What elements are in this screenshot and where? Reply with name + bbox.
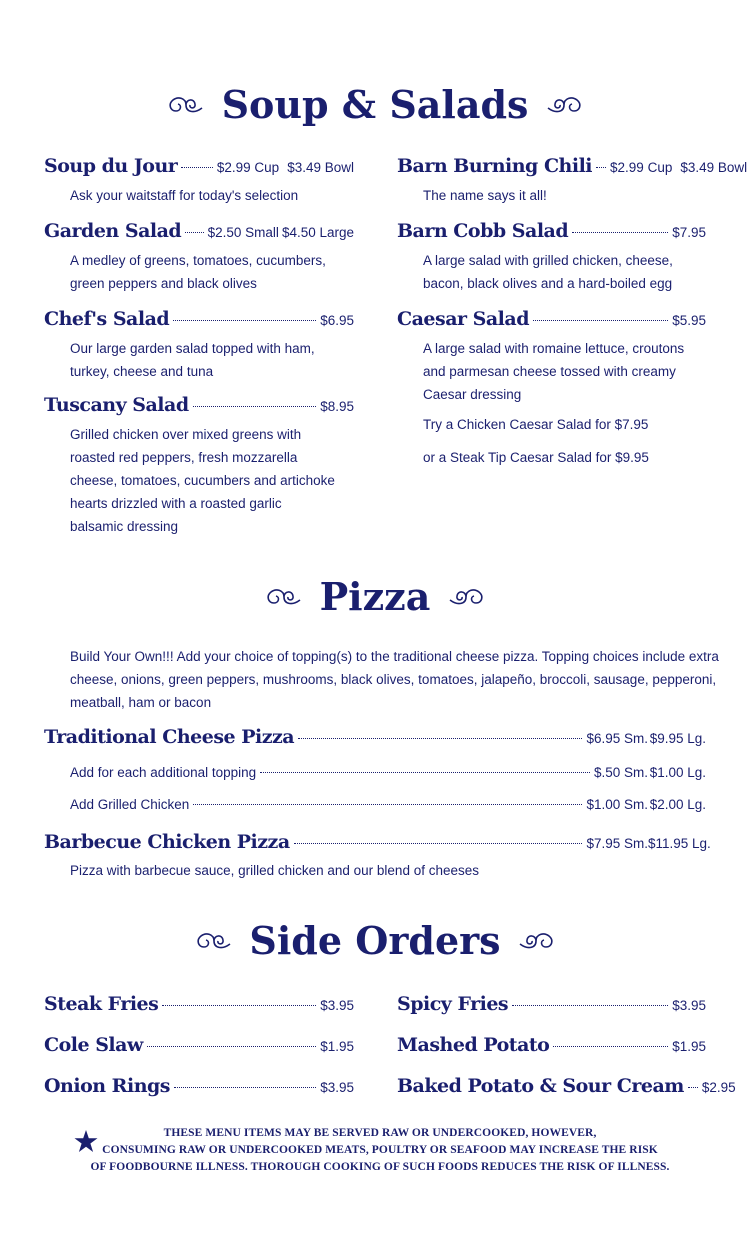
notice-line: THESE MENU ITEMS MAY BE SERVED RAW OR UNDERCOOKED, HOWEVER, [163, 1127, 597, 1139]
desc-line: hearts drizzled with a roasted garlic [70, 496, 282, 511]
item-name: Steak Fries [44, 993, 159, 1015]
menu-item-add-grilled-chicken [70, 797, 706, 812]
dot-leader [688, 1087, 698, 1088]
item-price: $1.95 [320, 1039, 354, 1054]
item-price-alt: $3.49 Bowl [287, 160, 354, 175]
section-title-pizza [0, 570, 750, 619]
caesar-addon-chicken: Try a Chicken Caesar Salad for $7.95 [423, 417, 649, 432]
item-price: $3.95 [672, 998, 706, 1013]
item-name: Mashed Potato [397, 1034, 550, 1056]
desc-line: green peppers and black olives [70, 276, 257, 291]
item-price: $5.95 [672, 313, 706, 328]
item-name: Tuscany Salad [44, 394, 189, 416]
item-description [70, 249, 326, 295]
item-name: Onion Rings [44, 1075, 170, 1097]
item-price: $2.95 [701, 1080, 736, 1095]
item-price-large: $1.00 Lg. [649, 765, 706, 780]
item-name: Chef's Salad [44, 308, 170, 330]
dot-leader [185, 232, 203, 233]
section-title-side-orders [0, 914, 750, 963]
item-name: Cole Slaw [44, 1034, 143, 1056]
item-name: Add for each additional topping [70, 765, 257, 780]
item-price-small: $.50 Sm. [593, 765, 648, 780]
menu-item-tuscany-salad [44, 394, 354, 416]
item-price: $2.99 Cup [216, 160, 280, 175]
caesar-addon-steak: or a Steak Tip Caesar Salad for $9.95 [423, 450, 649, 465]
menu-item-mashed-potato [397, 1034, 706, 1056]
item-price: $3.95 [320, 998, 354, 1013]
dot-leader [260, 772, 590, 773]
dot-leader [298, 738, 582, 739]
item-price: $2.99 Cup [610, 160, 673, 175]
item-price-small: $6.95 Sm. [586, 731, 648, 746]
dot-leader [147, 1046, 316, 1047]
notice-line: CONSUMING RAW OR UNDERCOOKED MEATS, POULTRY OR SEAFOOD MAY INCREASE THE RISK [102, 1144, 658, 1156]
item-price: $2.50 Small [207, 225, 279, 240]
notice-line: OF FOODBOURNE ILLNESS. THOROUGH COOKING OF SUCH FOODS REDUCES THE RISK OF ILLNESS. [90, 1161, 670, 1173]
dot-leader [181, 167, 213, 168]
item-price-small: $7.95 Sm. [586, 836, 648, 851]
page-title: Soup & Salads [221, 82, 529, 127]
health-notice [80, 1125, 680, 1176]
intro-line: cheese, onions, green peppers, mushrooms, black olives, tomatoes, jalapeño, broccoli, sausage, pepperoni, [70, 672, 717, 687]
item-description [70, 184, 298, 207]
menu-item-baked-potato [397, 1075, 736, 1097]
dot-leader [533, 320, 668, 321]
dot-leader [193, 406, 317, 407]
dot-leader [294, 843, 583, 844]
item-description [70, 423, 335, 538]
menu-item-cole-slaw [44, 1034, 354, 1056]
menu-item-traditional-cheese-pizza [44, 726, 706, 748]
item-name: Soup du Jour [44, 155, 178, 177]
swirl-ornament-icon [192, 930, 232, 952]
desc-line: Caesar dressing [423, 387, 522, 402]
desc-line: A large salad with grilled chicken, cheese, [423, 253, 673, 268]
desc-line: Ask your waitstaff for today's selection [70, 188, 299, 203]
item-price-large: $9.95 Lg. [649, 731, 706, 746]
item-description [423, 184, 547, 207]
dot-leader [596, 167, 606, 168]
item-price: $1.95 [672, 1039, 706, 1054]
dot-leader [162, 1005, 316, 1006]
swirl-ornament-icon [448, 586, 488, 608]
desc-line: The name says it all! [423, 188, 547, 203]
desc-line: Grilled chicken over mixed greens with [70, 427, 302, 442]
swirl-ornament-icon [262, 586, 302, 608]
desc-line: cheese, tomatoes, cucumbers and artichoke [70, 473, 335, 488]
swirl-ornament-icon [518, 930, 558, 952]
item-name: Add Grilled Chicken [70, 797, 190, 812]
item-name: Traditional Cheese Pizza [44, 726, 295, 748]
item-name: Garden Salad [44, 220, 182, 242]
item-price: $3.95 [320, 1080, 354, 1095]
menu-item-bbq-chicken-pizza [44, 831, 711, 853]
dot-leader [193, 804, 582, 805]
menu-item-onion-rings [44, 1075, 354, 1097]
pizza-intro [70, 645, 719, 714]
desc-line: turkey, cheese and tuna [70, 364, 214, 379]
menu-item-garden-salad [44, 220, 354, 242]
menu-item-additional-topping [70, 765, 706, 780]
desc-line: roasted red peppers, fresh mozzarella [70, 450, 298, 465]
dot-leader [572, 232, 668, 233]
dot-leader [173, 320, 316, 321]
intro-line: meatball, ham or bacon [70, 695, 212, 710]
menu-item-spicy-fries [397, 993, 706, 1015]
section-heading: Side Orders [249, 918, 501, 963]
swirl-ornament-icon [546, 94, 586, 116]
dot-leader [512, 1005, 668, 1006]
item-name: Baked Potato & Sour Cream [397, 1075, 684, 1097]
desc-line: A large salad with romaine lettuce, croutons [423, 341, 685, 356]
item-price-alt: $3.49 Bowl [680, 160, 748, 175]
desc-line: Our large garden salad topped with ham, [70, 341, 315, 356]
desc-line: and parmesan cheese tossed with creamy [423, 364, 676, 379]
menu-item-barn-cobb-salad [397, 220, 706, 242]
swirl-ornament-icon [164, 94, 204, 116]
menu-item-barn-burning-chili [397, 155, 748, 177]
item-price-large: $2.00 Lg. [649, 797, 706, 812]
menu-item-chefs-salad [44, 308, 354, 330]
item-name: Barn Cobb Salad [397, 220, 569, 242]
item-price-small: $1.00 Sm. [586, 797, 648, 812]
desc-line: A medley of greens, tomatoes, cucumbers, [70, 253, 326, 268]
item-description [423, 337, 684, 406]
item-name: Barbecue Chicken Pizza [44, 831, 290, 853]
intro-line: Build Your Own!!! Add your choice of topping(s) to the traditional cheese pizza. Topping choices include extra [70, 649, 719, 664]
item-name: Caesar Salad [397, 308, 530, 330]
item-price: $7.95 [672, 225, 706, 240]
menu-item-steak-fries [44, 993, 354, 1015]
item-price: $6.95 [320, 313, 354, 328]
item-name: Spicy Fries [397, 993, 509, 1015]
menu-item-caesar-salad [397, 308, 706, 330]
item-name: Barn Burning Chili [397, 155, 593, 177]
item-description: Pizza with barbecue sauce, grilled chicken and our blend of cheeses [70, 863, 479, 878]
dot-leader [174, 1087, 316, 1088]
item-price-alt: $4.50 Large [281, 225, 354, 240]
desc-line: balsamic dressing [70, 519, 179, 534]
item-price: $8.95 [320, 399, 354, 414]
desc-line: bacon, black olives and a hard-boiled egg [423, 276, 673, 291]
menu-item-soup-du-jour [44, 155, 354, 177]
item-description [423, 249, 673, 295]
section-title-soup-salads [0, 78, 750, 127]
dot-leader [553, 1046, 668, 1047]
item-price-large: $11.95 Lg. [648, 836, 711, 851]
item-description [70, 337, 315, 383]
section-heading: Pizza [319, 574, 431, 619]
